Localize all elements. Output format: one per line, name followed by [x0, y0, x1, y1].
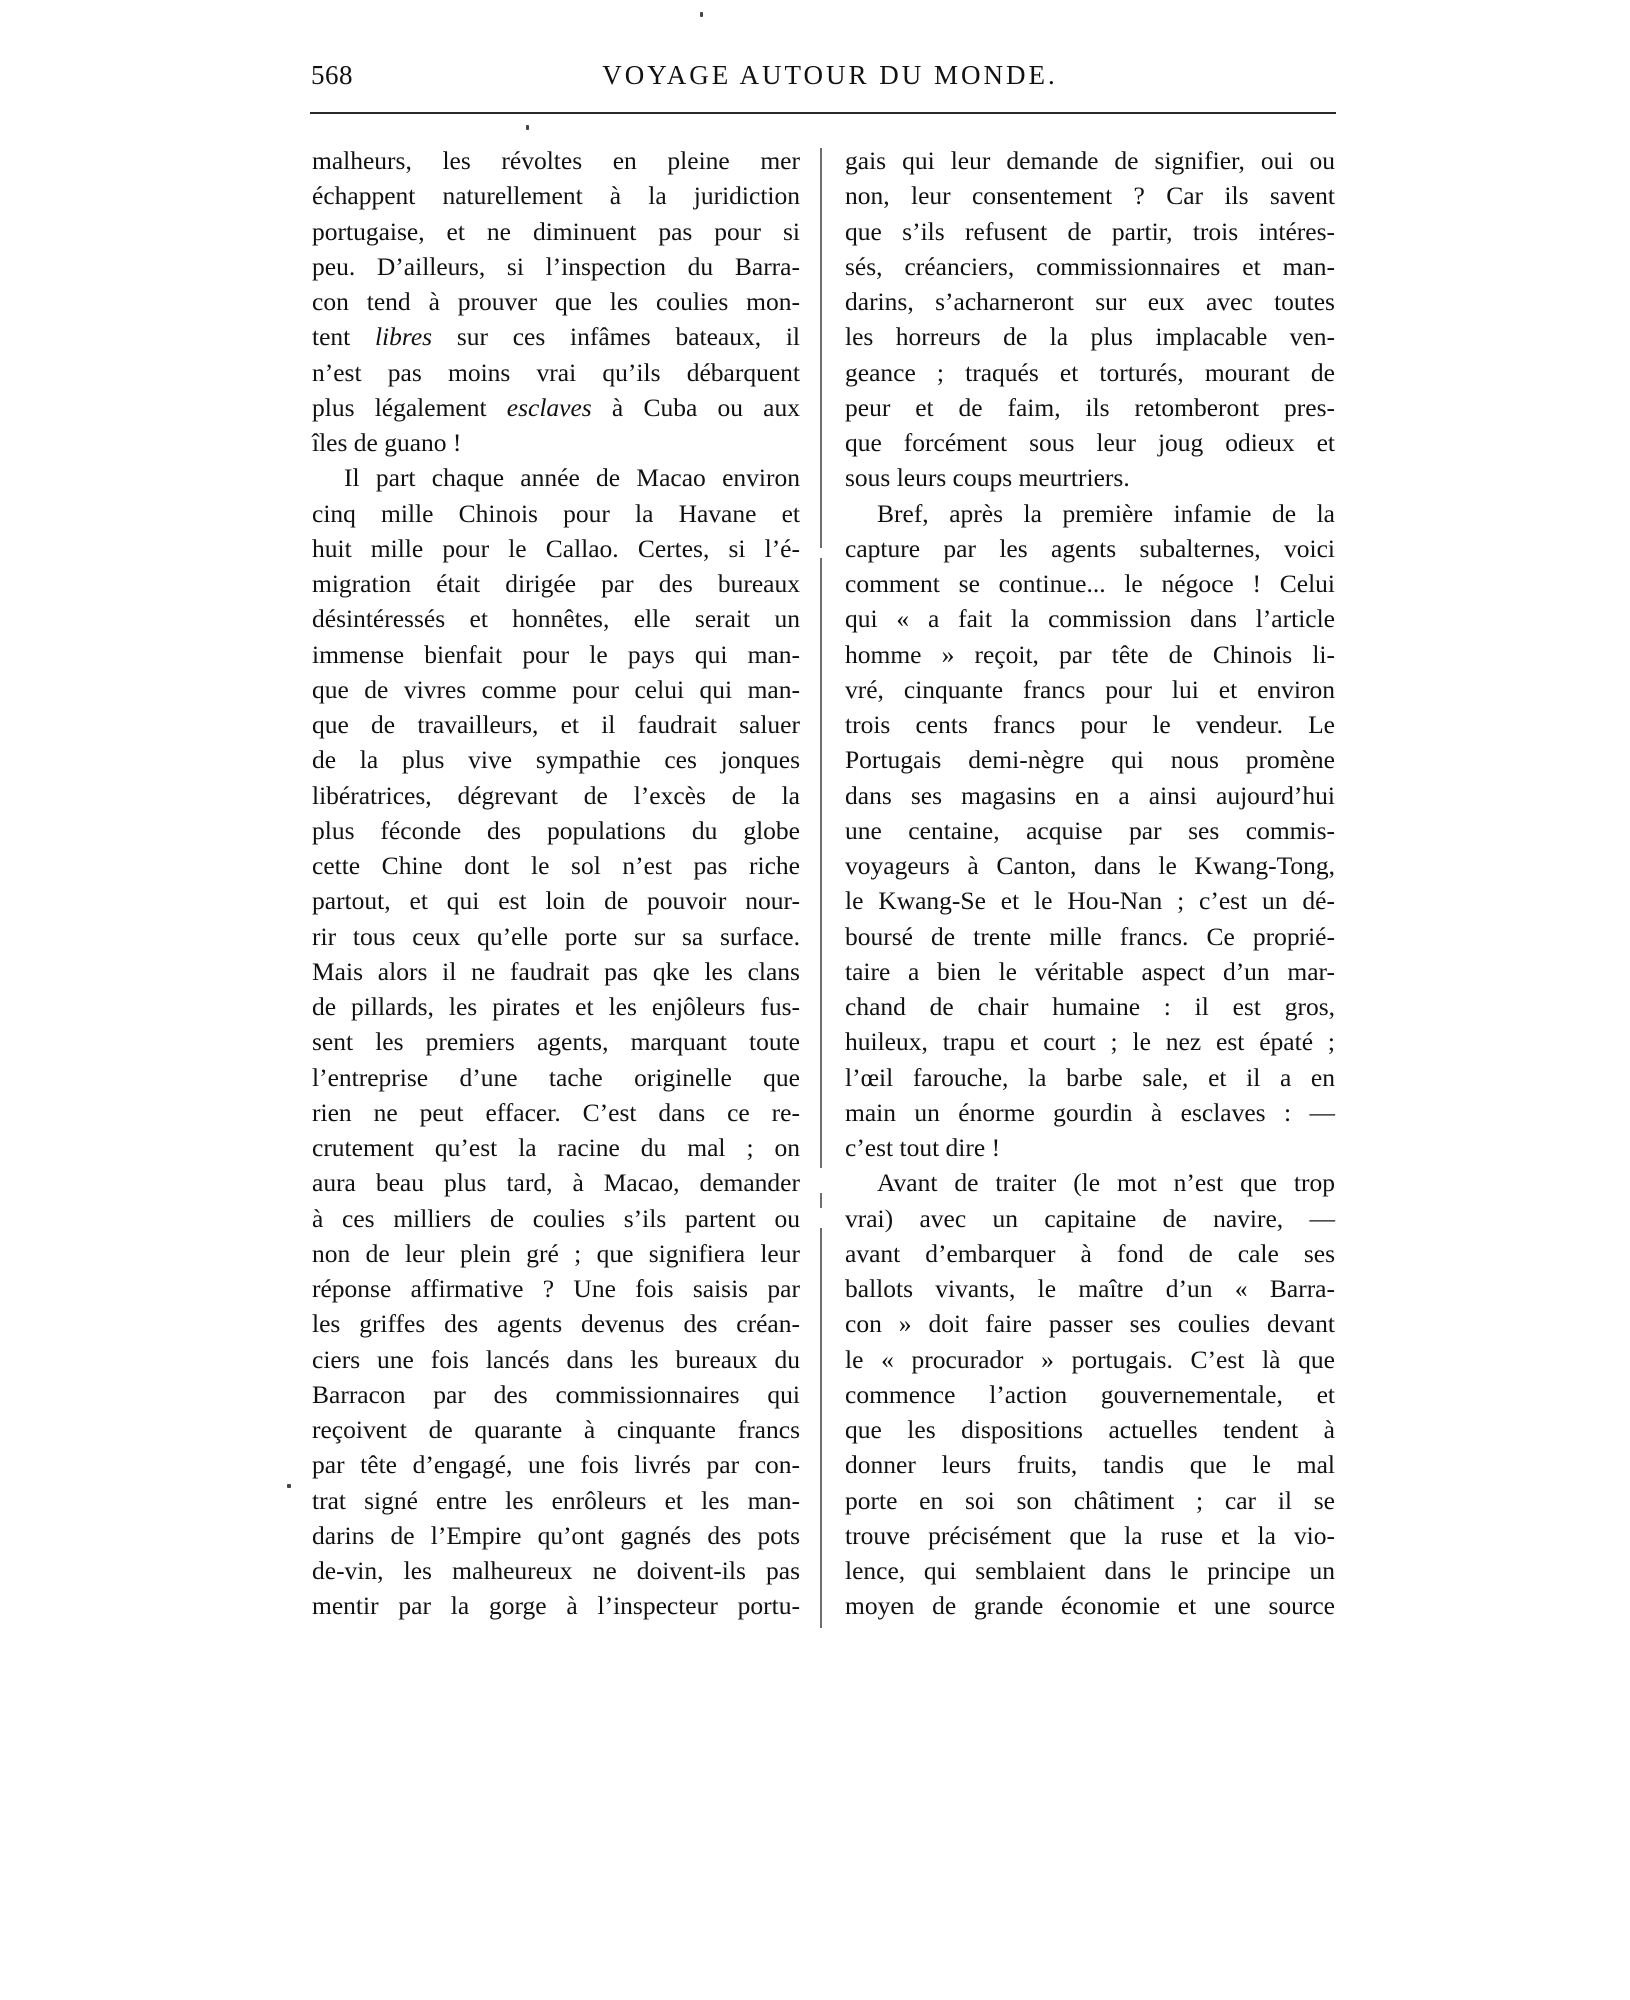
- text-line: le Kwang-Se et le Hou-Nan ; c’est un dé-: [845, 886, 1335, 916]
- stray-ink-mark: [526, 125, 529, 130]
- text-line: taire a bien le véritable aspect d’un mar-: [845, 956, 1335, 986]
- text-segment: tent: [312, 322, 375, 352]
- text-line: darins, s’acharneront sur eux avec toutes: [845, 287, 1335, 316]
- column-divider: [820, 148, 822, 1628]
- text-line: main un énorme gourdin à esclaves : —: [845, 1097, 1335, 1127]
- text-line: de-vin, les malheureux ne doivent-ils pas: [312, 1556, 800, 1585]
- text-line: par tête d’engagé, une fois livrés par con-: [312, 1450, 800, 1480]
- text-line: cinq mille Chinois pour la Havane et: [312, 498, 800, 528]
- text-line: échappent naturellement à la juridiction: [312, 181, 800, 211]
- text-line: à ces milliers de coulies s’ils partent ou: [312, 1203, 800, 1233]
- text-line: ciers une fois lancés dans les bureaux du: [312, 1344, 800, 1374]
- text-line: portugaise, et ne diminuent pas pour si: [312, 216, 800, 246]
- text-line: chand de chair humaine : il est gros,: [845, 992, 1335, 1021]
- text-line: mentir par la gorge à l’inspecteur portu-: [312, 1591, 800, 1621]
- text-line: que de travailleurs, et il faudrait saluer: [312, 710, 800, 739]
- text-line: immense bienfait pour le pays qui man-: [312, 639, 800, 669]
- text-line: [312, 390, 800, 425]
- text-line: darins de l’Empire qu’ont gagnés des pots: [312, 1520, 800, 1550]
- text-line: migration était dirigée par des bureaux: [312, 569, 800, 598]
- text-line: porte en soi son châtiment ; car il se: [845, 1485, 1335, 1515]
- text-line: trois cents francs pour le vendeur. Le: [845, 710, 1335, 739]
- right-column: [845, 143, 1335, 1624]
- running-title: VOYAGE AUTOUR DU MONDE.: [602, 60, 1058, 90]
- text-line: trat signé entre les enrôleurs et les man-: [312, 1485, 800, 1515]
- text-line: con tend à prouver que les coulies mon-: [312, 287, 800, 316]
- text-line: désintéressés et honnêtes, elle serait un: [312, 604, 800, 634]
- text-line: voyageurs à Canton, dans le Kwang-Tong,: [845, 851, 1335, 880]
- text-line: lence, qui semblaient dans le principe un: [845, 1556, 1335, 1585]
- text-line: moyen de grande économie et une source: [845, 1591, 1335, 1621]
- text-line: rien ne peut effacer. C’est dans ce re-: [312, 1097, 800, 1127]
- text-line: l’œil farouche, la barbe sale, et il a en: [845, 1062, 1335, 1092]
- text-line: trouve précisément que la ruse et la vio-: [845, 1520, 1335, 1550]
- text-line: donner leurs fruits, tandis que le mal: [845, 1450, 1335, 1480]
- text-line: avant d’embarquer à fond de cale ses: [845, 1238, 1335, 1268]
- text-line: plus féconde des populations du globe: [312, 815, 800, 845]
- text-line: de pillards, les pirates et les enjôleurs fus-: [312, 992, 800, 1021]
- text-segment: à Cuba ou aux: [591, 392, 800, 422]
- text-line: îles de guano !: [312, 428, 462, 457]
- text-line: capture par les agents subalternes, voici: [845, 533, 1335, 563]
- text-line: Portugais demi-nègre qui nous promène: [845, 745, 1335, 775]
- text-line: partout, et qui est loin de pouvoir nour-: [312, 886, 800, 916]
- text-line: dans ses magasins en a ainsi aujourd’hui: [845, 780, 1335, 810]
- text-line: Il part chaque année de Macao environ: [344, 463, 800, 493]
- text-line: aura beau plus tard, à Macao, demander: [312, 1168, 800, 1198]
- text-line: vrai) avec un capitaine de navire, —: [845, 1203, 1335, 1233]
- page-number: 568: [311, 60, 353, 90]
- text-line: non, leur consentement ? Car ils savent: [845, 181, 1335, 211]
- text-line: huileux, trapu et court ; le nez est épaté ;: [845, 1027, 1335, 1057]
- text-line: Avant de traiter (le mot n’est que trop: [877, 1168, 1335, 1198]
- text-line: peu. D’ailleurs, si l’inspection du Barra-: [312, 251, 800, 281]
- text-line: de la plus vive sympathie ces jonques: [312, 745, 800, 775]
- text-line: Bref, après la première infamie de la: [877, 498, 1335, 528]
- text-line: libératrices, dégrevant de l’excès de la: [312, 780, 800, 810]
- text-line: commence l’action gouvernementale, et: [845, 1379, 1335, 1409]
- text-line: sous leurs coups meurtriers.: [845, 463, 1130, 493]
- text-line: crutement qu’est la racine du mal ; on: [312, 1133, 800, 1162]
- text-line: cette Chine dont le sol n’est pas riche: [312, 851, 800, 880]
- text-line: Mais alors il ne faudrait pas qke les clans: [312, 956, 800, 986]
- left-column: [312, 143, 800, 1624]
- text-line: qui « a fait la commission dans l’article: [845, 604, 1335, 634]
- text-line: peur et de faim, ils retomberont pres-: [845, 392, 1335, 422]
- text-line: que s’ils refusent de partir, trois intéres-: [845, 216, 1335, 246]
- text-line: les griffes des agents devenus des créan-: [312, 1309, 800, 1339]
- text-line: vré, cinquante francs pour lui et environ: [845, 674, 1335, 704]
- text-line: que de vivres comme pour celui qui man-: [312, 674, 800, 704]
- text-line: huit mille pour le Callao. Certes, si l’é-: [312, 533, 800, 563]
- stray-ink-mark: [700, 12, 703, 17]
- text-line: geance ; traqués et torturés, mourant de: [845, 357, 1335, 387]
- text-line: comment se continue... le négoce ! Celui: [845, 569, 1335, 598]
- text-line: sés, créanciers, commissionnaires et man-: [845, 251, 1335, 281]
- text-line: ballots vivants, le maître d’un « Barra-: [845, 1274, 1335, 1303]
- text-line: rir tous ceux qu’elle porte sur sa surface.: [312, 921, 800, 951]
- text-line: sent les premiers agents, marquant toute: [312, 1027, 800, 1057]
- text-line: les horreurs de la plus implacable ven-: [845, 322, 1335, 352]
- text-line: boursé de trente mille francs. Ce proprié-: [845, 921, 1335, 951]
- text-line: reçoivent de quarante à cinquante francs: [312, 1415, 800, 1444]
- text-line: une centaine, acquise par ses commis-: [845, 815, 1335, 845]
- text-segment: plus légalement: [312, 392, 507, 422]
- text-line: con » doit faire passer ses coulies devant: [845, 1309, 1335, 1339]
- text-line: n’est pas moins vrai qu’ils débarquent: [312, 357, 800, 387]
- stray-ink-mark: [287, 1484, 291, 1488]
- text-line: homme » reçoit, par tête de Chinois li-: [845, 639, 1335, 669]
- text-line: l’entreprise d’une tache originelle que: [312, 1062, 800, 1092]
- header-rule: [310, 112, 1336, 114]
- text-line: que les dispositions actuelles tendent à: [845, 1415, 1335, 1444]
- text-line: gais qui leur demande de signifier, oui ou: [845, 146, 1335, 175]
- italic-emphasis: esclaves: [506, 392, 592, 422]
- text-segment: sur ces infâmes bateaux, il: [432, 322, 800, 352]
- text-line: malheurs, les révoltes en pleine mer: [312, 146, 800, 175]
- text-line: c’est tout dire !: [845, 1133, 1001, 1162]
- italic-emphasis: libres: [374, 322, 433, 352]
- text-line: [312, 319, 800, 354]
- text-line: que forcément sous leur joug odieux et: [845, 428, 1335, 457]
- text-line: réponse affirmative ? Une fois saisis par: [312, 1274, 800, 1303]
- text-line: non de leur plein gré ; que signifiera leur: [312, 1238, 800, 1268]
- text-line: le « procurador » portugais. C’est là que: [845, 1344, 1335, 1374]
- text-line: Barracon par des commissionnaires qui: [312, 1379, 800, 1409]
